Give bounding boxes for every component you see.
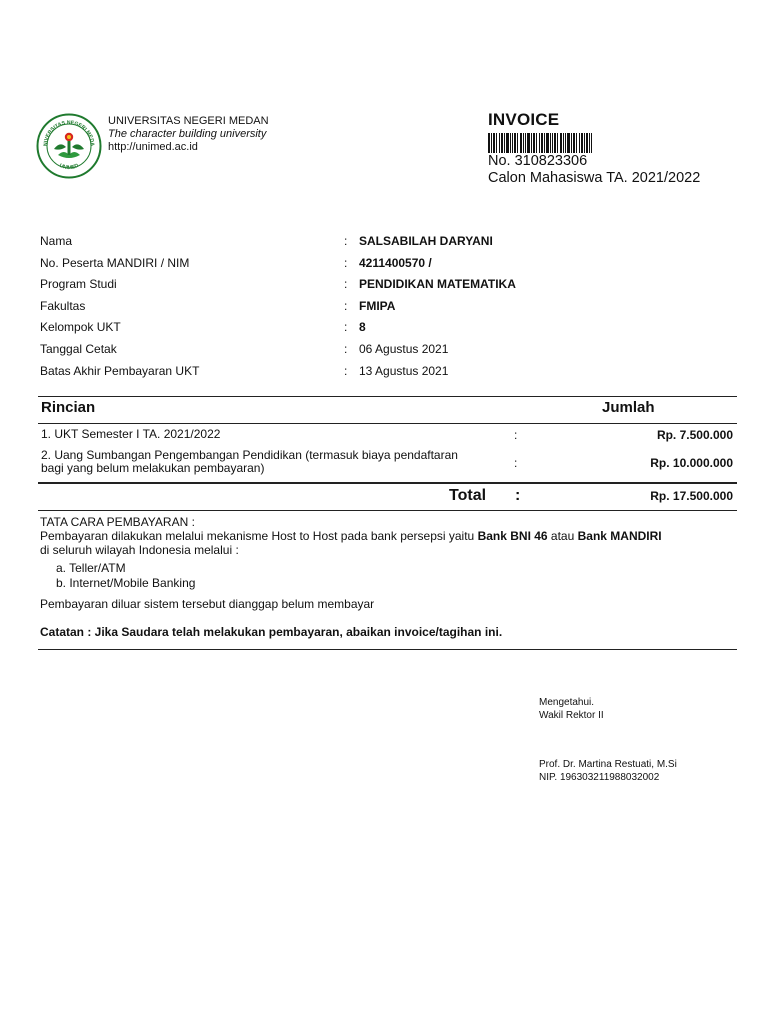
info-label: Batas Akhir Pembayaran UKT — [40, 363, 200, 378]
payment-text — [40, 529, 740, 543]
info-value: FMIPA — [359, 298, 396, 313]
info-row — [40, 275, 740, 297]
rincian-colon: : — [514, 456, 518, 470]
info-label: Kelompok UKT — [40, 320, 121, 335]
info-row — [40, 232, 740, 254]
table-divider — [38, 510, 737, 511]
invoice-subtitle: Calon Mahasiswa TA. 2021/2022 — [488, 170, 701, 186]
info-row — [40, 254, 740, 276]
info-label: Program Studi — [40, 277, 117, 292]
bank-bni: Bank BNI 46 — [477, 529, 548, 543]
invoice-header — [488, 110, 700, 187]
info-value: PENDIDIKAN MATEMATIKA — [359, 277, 516, 292]
info-value: SALSABILAH DARYANI — [359, 234, 493, 248]
student-info — [40, 232, 740, 383]
university-info — [108, 115, 269, 154]
payment-note: Pembayaran diluar sistem tersebut dianggap belum membayar — [40, 597, 375, 611]
info-value: 8 — [359, 320, 366, 335]
rincian-header: Rincian — [41, 399, 96, 416]
info-colon: : — [344, 277, 348, 292]
info-colon: : — [344, 363, 348, 378]
signature-line1: Mengetahui. — [539, 697, 595, 708]
payment-text-mid: atau — [547, 529, 578, 543]
invoice-number: No. 310823306 — [488, 153, 588, 169]
rincian-item — [41, 428, 220, 441]
info-colon: : — [344, 234, 348, 248]
info-value: 13 Agustus 2021 — [359, 363, 449, 378]
info-row — [40, 340, 740, 362]
section-divider — [38, 649, 737, 650]
info-colon: : — [344, 255, 348, 270]
signatory-name: Prof. Dr. Martina Restuati, M.Si — [539, 759, 677, 770]
payment-text-before: Pembayaran dilakukan melalui mekanisme Host to Host pada bank persepsi yaitu — [40, 529, 478, 543]
rincian-amount: Rp. 7.500.000 — [656, 428, 733, 442]
table-divider — [38, 396, 737, 397]
rincian-item-text: bagi yang belum melakukan pembayaran) — [41, 461, 265, 475]
info-label: Fakultas — [40, 298, 86, 313]
logo-text-bottom: UNIMED — [58, 162, 80, 172]
signatory-nip: NIP. 196303211988032002 — [539, 772, 660, 783]
payment-catatan: Catatan : Jika Saudara telah melakukan pembayaran, abaikan invoice/tagihan ini. — [40, 625, 503, 639]
table-divider — [38, 482, 737, 484]
rincian-amount: Rp. 10.000.000 — [650, 456, 733, 470]
bank-mandiri: Bank MANDIRI — [577, 529, 662, 543]
rincian-item-text: 2. Uang Sumbangan Pengembangan Pendidikan (termasuk biaya pendaftaran — [41, 448, 458, 462]
info-label: No. Peserta MANDIRI / NIM — [40, 255, 190, 270]
payment-options — [56, 561, 740, 591]
rincian-item — [41, 449, 458, 475]
university-name: UNIVERSITAS NEGERI MEDAN — [108, 115, 269, 127]
invoice-title: INVOICE — [488, 110, 560, 129]
payment-text-after: di seluruh wilayah Indonesia melalui : — [40, 543, 239, 557]
payment-heading: TATA CARA PEMBAYARAN : — [40, 515, 195, 529]
payment-instructions — [40, 515, 740, 639]
university-tagline: The character building university — [108, 128, 267, 140]
university-logo — [36, 113, 102, 179]
signature-line2: Wakil Rektor II — [539, 710, 604, 721]
info-colon: : — [344, 320, 348, 335]
jumlah-header: Jumlah — [602, 399, 655, 416]
info-row — [40, 297, 740, 319]
rincian-colon: : — [514, 428, 518, 442]
payment-option: b. Internet/Mobile Banking — [56, 576, 196, 590]
barcode-icon — [488, 133, 592, 153]
logo-text-top: NIVERSITAS NEGERI MEDA — [42, 119, 96, 147]
info-colon: : — [344, 298, 348, 313]
info-row — [40, 362, 740, 384]
info-colon: : — [344, 341, 348, 356]
rincian-item-text: 1. UKT Semester I TA. 2021/2022 — [41, 427, 221, 441]
payment-option: a. Teller/ATM — [56, 561, 126, 575]
signature-name-block — [539, 758, 677, 784]
total-amount: Rp. 17.500.000 — [650, 489, 733, 503]
info-label: Nama — [40, 234, 73, 248]
info-row — [40, 318, 740, 340]
table-divider — [38, 423, 737, 424]
info-value: 06 Agustus 2021 — [359, 341, 449, 356]
university-website: http://unimed.ac.id — [108, 141, 198, 153]
signature-role — [539, 696, 604, 722]
info-value: 4211400570 / — [359, 255, 432, 270]
total-colon: : — [515, 487, 521, 504]
total-label: Total — [449, 487, 487, 504]
info-label: Tanggal Cetak — [40, 341, 117, 356]
